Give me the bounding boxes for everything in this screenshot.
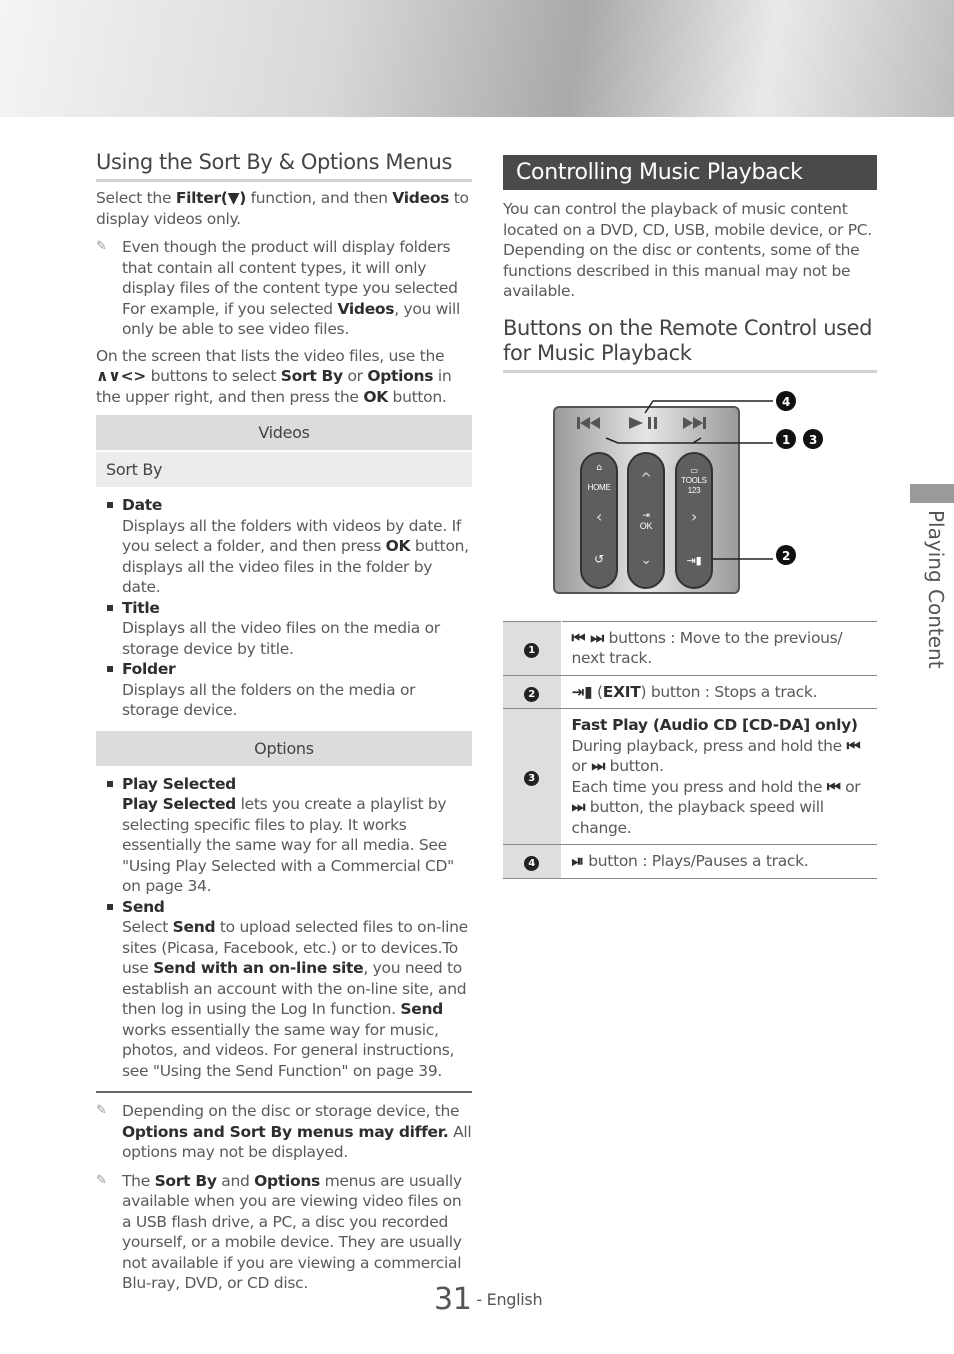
text-run: , you need to establish an account with the on-line site, and then log in using the Log In function. [122,959,467,1018]
bold-text: ⏭ [591,757,606,775]
row-number [503,621,561,675]
page-number: 31 [434,1282,472,1317]
callout-number: 1 [781,432,791,447]
left-column [96,150,472,1294]
text-run: Select the [96,189,176,207]
row-content [561,621,877,675]
text-run: Displays all the folders on the media or storage device. [122,680,416,719]
text-run: button : Plays/Pauses a track. [583,852,809,870]
bold-text: Play Selected [122,795,236,813]
bold-text: Send with an on-line site [153,959,364,977]
text-run: Depending on the disc or storage device, the [122,1102,460,1120]
bold-text: Send [400,1000,443,1018]
callout-number: 3 [808,432,818,447]
bold-text: ▼ [227,189,240,207]
note [96,237,472,340]
svg-text:▭: ▭ [690,465,698,475]
item-desc [122,516,472,598]
intro-text [96,188,472,229]
bold-text: Options [254,1171,320,1190]
text-run: to upload selected files to on-line sites (Picasa, Facebook, etc.) or to devices.To use [122,918,468,977]
text-run: Displays all the video files on the media or storage device by title. [122,619,440,658]
pencil-icon: ✎ [96,1103,107,1118]
bold-text: OK [363,387,388,406]
text-run: Even though the product will display folders that contain all content types, it will only display files of the content type you selected For example, if you selected [122,238,458,318]
row-content [561,709,877,845]
text-run: or [342,367,368,385]
text-run: During playback, press and hold the [571,736,847,755]
tools_sub-label: 123 [687,485,701,495]
text-run: or [571,757,592,775]
side-tab-marker [910,484,954,503]
item-desc [122,917,472,1081]
row-content [561,675,877,709]
bold-text: ⏮ [826,777,841,796]
bold-text: ) [239,189,246,207]
row-number [503,709,561,845]
bold-text: Sort By [154,1171,217,1190]
note [96,1101,472,1163]
item-desc [122,794,472,897]
bullet-icon [107,502,113,508]
text-run: ) button : Stops a track. [640,682,818,701]
text-run: On the screen that lists the video files, use the [96,346,445,365]
remote-svg [503,383,877,613]
bullet-icon [107,781,113,787]
instruction-text [96,346,472,408]
options-bar: Options [96,731,472,766]
page-footer [434,1282,543,1317]
item-title: Date [122,496,163,514]
item-title: Play Selected [122,774,236,793]
item-title: Send [122,897,165,916]
sort-by-list [96,495,472,721]
bold-text: Videos [337,299,395,318]
bold-text: Filter( [175,189,228,207]
note-text [122,238,460,338]
table-row [503,709,877,845]
row-text [572,777,868,839]
home-label: HOME [587,482,611,492]
bold-text: Videos [392,189,450,207]
text-run: lets you create a playlist by selecting specific files to play. It works essentially the same way for all media. See "Using Play Selected with a Commercial CD" on page 34. [122,795,454,895]
table-row [503,675,877,709]
remote-control-illustration [503,383,877,613]
list-item [122,659,472,721]
row-text [572,736,868,777]
text-run: or [840,777,861,796]
note-text [122,1102,471,1161]
side-tab-label: Playing Content [924,510,948,669]
item-desc [122,680,472,721]
header-banner [0,0,954,117]
bold-text: ⏯ [571,852,584,870]
text-run: The [122,1171,155,1190]
row-text [572,851,868,872]
text-run: buttons to select [145,367,281,385]
bold-text: ⏮ ⏭ [571,628,604,647]
callout-number: 2 [781,548,791,563]
row-text [572,628,868,669]
section-heading: Using the Sort By & Options Menus [96,150,472,182]
bold-text: OK [385,537,411,555]
divider [96,1091,472,1093]
intro-text [503,199,877,302]
svg-text:⇥▮: ⇥▮ [686,553,702,567]
list-item [122,897,472,1082]
text-run: You can control the playback of music content located on a DVD, CD, USB, mobile device, or PC. Depending on the disc or contents, some of the functions described in this manual may not be available. [503,200,872,300]
bold-text: Options and Sort By menus may differ. [122,1122,449,1141]
text-run: button, the playback speed will change. [571,798,824,837]
number-badge: 1 [524,643,539,658]
bold-text: EXIT [602,682,641,701]
note [96,1171,472,1294]
pencil-icon: ✎ [96,1172,107,1188]
callout-number: 4 [781,394,791,409]
text-run: in the upper right, and then press the [96,367,452,406]
text-run: function, and then [246,189,393,207]
callouts [776,391,823,565]
tools-label: TOOLS [681,475,707,485]
text-run: and [216,1171,255,1190]
text-run: Displays all the folders with videos by date. If you select a folder, and then press [122,516,462,555]
page-language: - English [476,1290,543,1309]
table-row [503,845,877,879]
list-item [122,598,472,660]
svg-text:⌂: ⌂ [596,462,602,473]
text-run: works essentially the same way for music, photos, and videos. For general instructions, see "Using the Send Function" on page 39. [122,1020,455,1080]
videos-bar: Videos [96,415,472,450]
row-number [503,675,561,709]
sort-by-bar: Sort By [96,452,472,487]
right-column [503,155,877,879]
note-text [122,1172,462,1293]
bold-text: Options [367,367,434,385]
text-run: , you will only be able to see video files. [122,299,461,338]
number-badge: 4 [524,856,539,871]
bullet-icon [107,605,113,611]
text-run: button, displays all the video files in the folder by date. [122,537,469,596]
section-title: Controlling Music Playback [503,155,877,190]
text-run: button. [605,757,664,775]
pencil-icon: ✎ [96,239,107,254]
bullet-icon [107,904,113,910]
number-badge: 3 [524,771,539,786]
bold-text: Send [172,918,216,936]
svg-text:‹: ‹ [595,506,603,526]
button-table [503,621,877,879]
row-number [503,845,561,879]
bullet-icon [107,666,113,672]
svg-text:›: › [690,506,698,526]
section-heading: Buttons on the Remote Control used for Music Playback [503,316,877,373]
item-desc [122,618,472,659]
options-list [96,774,472,1082]
list-item [122,495,472,598]
svg-text:^: ^ [640,470,652,487]
text-run: button. [387,387,447,406]
bold-text: ⇥▮ [571,682,593,701]
list-item [122,774,472,897]
svg-text:↺: ↺ [594,551,604,566]
bold-text: ⏮ [846,736,861,755]
svg-text:⌄: ⌄ [640,551,652,568]
ok-label: OK [639,520,653,531]
item-title: Title [122,598,160,617]
row-text [572,682,868,703]
table-row [503,621,877,675]
row-content [561,845,877,879]
text-run: All options may not be displayed. [122,1122,472,1161]
text-run: Each time you press and hold the [571,777,827,796]
bold-text: ⏭ [571,798,586,816]
number-badge: 2 [524,687,539,702]
item-title: Folder [122,660,176,678]
svg-text:⇥: ⇥ [642,510,650,521]
row-title: Fast Play (Audio CD [CD-DA] only) [571,716,858,734]
text-run: to display videos only. [96,189,469,228]
text-run: buttons : Move to the previous/ next track. [571,628,843,667]
text-run: ( [592,682,603,701]
bold-text: Sort By [280,367,343,385]
text-run: Select [122,918,173,936]
text-run: menus are usually available when you are viewing video files on a USB flash drive, a PC, a disc you recorded yourself, or a mobile device. They are usually not available if you are viewing a commercial Blu-ray, DVD, or CD disc. [122,1171,462,1292]
bold-text: ∧∨<> [96,367,146,385]
